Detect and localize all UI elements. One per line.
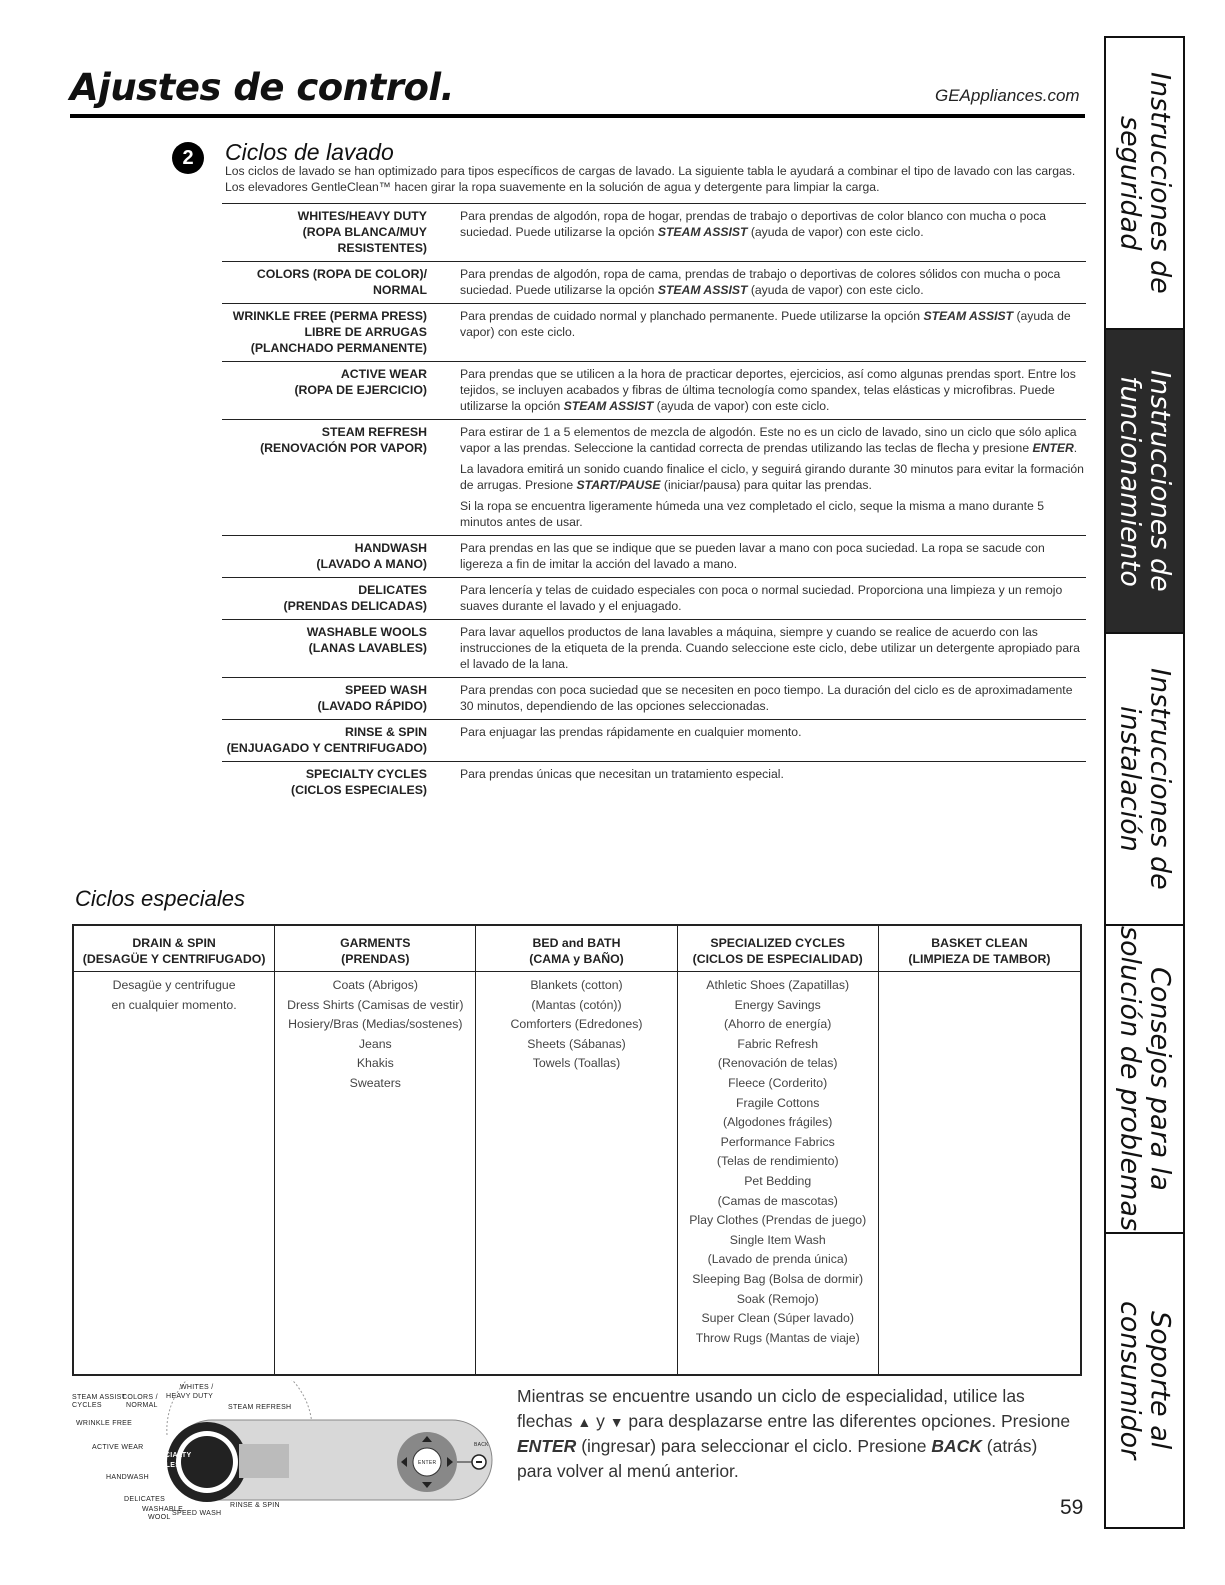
cycle-name: ACTIVE WEAR (ROPA DE EJERCICIO) — [294, 367, 427, 397]
special-cycles-title: Ciclos especiales — [75, 886, 245, 911]
cycle-row — [222, 419, 1086, 535]
cycle-description — [437, 624, 1086, 672]
dial-cycles-center-label: CYCLES — [150, 1462, 181, 1469]
side-tab-label: Consejos para la solución de problemas — [1114, 926, 1176, 1232]
section-title: Ciclos de lavado — [225, 139, 394, 165]
cycle-description-paragraph: Para prendas en las que se indique que se pueden lavar a mano con poca suciedad. La ropa se sacude con ligereza a fin de imitar la acción del lavado a mano. — [460, 541, 1045, 571]
dial-wool-label: WOOL — [148, 1514, 171, 1521]
special-cycles-table — [72, 924, 1082, 1376]
special-cycle-item: Khakis — [356, 1056, 394, 1071]
special-column-header: SPECIALIZED CYCLES (CICLOS DE ESPECIALIDAD) — [678, 926, 878, 972]
special-cycle-column — [476, 926, 677, 1374]
note-back-keyword: BACK — [931, 1436, 982, 1456]
special-cycle-item: Sweaters — [349, 1075, 401, 1090]
cycle-description — [437, 308, 1086, 356]
special-cycle-item: Super Clean (Súper lavado) — [701, 1311, 854, 1326]
special-cycle-item: Soak (Remojo) — [736, 1291, 819, 1306]
special-cycle-item: Comforters (Edredones) — [510, 1017, 643, 1032]
cycle-description-paragraph: Para prendas de cuidado normal y planchado permanente. Puede utilizarse la opción STEAM ASSIST (ayuda de vapor) con este ciclo. — [460, 309, 1071, 339]
enter-button-label: ENTER — [418, 1460, 437, 1466]
cycle-description-paragraph: Para lavar aquellos productos de lana lavables a máquina, siempre y cuando se realice de acuerdo con las instrucciones de la etiqueta de la prenda. Cuando seleccione este ciclo, debe utilizar un detergente apropiado para el lavado de la lana. — [460, 625, 1080, 671]
option-keyword: STEAM ASSIST — [657, 283, 748, 297]
option-keyword: START/PAUSE — [576, 478, 661, 492]
wash-cycles-table — [222, 203, 1086, 803]
side-tab[interactable] — [1106, 1234, 1183, 1527]
cycle-description-paragraph: Para prendas únicas que necesitan un tratamiento especial. — [460, 767, 784, 781]
cycle-description-paragraph: Para prendas que se utilicen a la hora de practicar deportes, ejercicios, así como algunas prendas sport. Entre los tejidos, se incluyen acabados y fibras de última tecnología como spandex, telas elásticas y microfibras. Puede utilizarse la opción STEAM ASSIST (ayuda de vapor) con este ciclo. — [460, 367, 1076, 413]
down-arrow-icon: ▼ — [609, 1413, 624, 1430]
cycle-description — [437, 582, 1086, 614]
special-cycle-item: (Camas de mascotas) — [717, 1193, 838, 1208]
cycle-row — [222, 577, 1086, 619]
special-column-header: BASKET CLEAN (LIMPIEZA DE TAMBOR) — [879, 926, 1080, 972]
cycle-name: WRINKLE FREE (PERMA PRESS) LIBRE DE ARRUGAS (PLANCHADO PERMANENTE) — [232, 309, 427, 355]
special-cycle-item: Athletic Shoes (Zapatillas) — [706, 978, 850, 992]
special-cycle-item: Blankets (cotton) — [530, 978, 623, 992]
dial-cycles-label: CYCLES — [72, 1402, 102, 1409]
special-cycle-item: Hosiery/Bras (Medias/sostenes) — [288, 1017, 463, 1032]
special-cycle-item: Dress Shirts (Camisas de vestir) — [287, 997, 464, 1012]
cycle-description-paragraph: Para prendas de algodón, ropa de cama, prendas de trabajo o deportivas de colores sólidos con mucha o poca suciedad. Puede utilizarse la opción STEAM ASSIST (ayuda de vapor) con este ciclo. — [460, 267, 1061, 297]
side-tab[interactable] — [1106, 330, 1183, 634]
special-cycle-item: Pet Bedding — [744, 1173, 812, 1188]
special-cycle-item: Play Clothes (Prendas de juego) — [689, 1213, 867, 1228]
side-tab[interactable] — [1106, 38, 1183, 330]
side-tab[interactable] — [1106, 634, 1183, 926]
side-tab-label: Instrucciones de instalación — [1114, 668, 1176, 890]
special-cycle-column — [275, 926, 476, 1374]
dial-steam-refresh-label: STEAM REFRESH — [228, 1404, 292, 1411]
cycle-row — [222, 303, 1086, 361]
cycle-description-paragraph: Para prendas de algodón, ropa de hogar, prendas de trabajo o deportivas de color blanco con mucha o poca suciedad. Puede utilizarse la opción STEAM ASSIST (ayuda de vapor) con este ciclo. — [460, 209, 1047, 239]
special-cycle-item: Towels (Toallas) — [532, 1056, 621, 1071]
special-cycle-item: (Telas de rendimiento) — [716, 1154, 839, 1169]
dial-rinse-spin-label: RINSE & SPIN — [230, 1502, 280, 1509]
note-text-3: (ingresar) para seleccionar el ciclo. Presione — [581, 1436, 927, 1456]
special-cycle-item: Coats (Abrigos) — [332, 978, 419, 992]
side-tab-label: Soporte al consumidor — [1114, 1301, 1176, 1460]
special-cycle-item: Throw Rugs (Mantas de viaje) — [695, 1330, 860, 1345]
special-column-items — [879, 972, 1080, 976]
cycle-name: RINSE & SPIN (ENJUAGADO Y CENTRIFUGADO) — [226, 725, 427, 755]
cycle-description — [437, 682, 1086, 714]
cycle-description — [437, 540, 1086, 572]
step-number-badge: 2 — [172, 142, 204, 174]
cycle-name: SPECIALTY CYCLES (CICLOS ESPECIALES) — [291, 767, 427, 797]
cycle-row — [222, 203, 1086, 261]
option-keyword: ENTER — [1032, 441, 1074, 455]
special-cycle-item: (Lavado de prenda única) — [707, 1252, 848, 1267]
dial-heavy-duty-label: HEAVY DUTY — [166, 1393, 214, 1400]
cycle-name: WASHABLE WOOLS (LANAS LAVABLES) — [306, 625, 427, 655]
cycle-description-paragraph: La lavadora emitirá un sonido cuando finalice el ciclo, y seguirá girando durante 30 minutos para evitar la formación de arrugas. Presione START/PAUSE (iniciar/pausa) para quitar las prendas. — [460, 462, 1084, 492]
special-cycle-item: Jeans — [358, 1036, 392, 1051]
dial-active-wear-label: ACTIVE WEAR — [92, 1444, 144, 1451]
cycle-description-paragraph: Para prendas con poca suciedad que se necesiten en poco tiempo. La duración del ciclo es de aproximadamente 30 minutos, dependiendo de las opciones seleccionadas. — [460, 683, 1073, 713]
cycle-name: COLORS (ROPA DE COLOR)/ NORMAL — [256, 267, 427, 297]
cycle-description — [437, 724, 1086, 756]
cycle-description-paragraph: Para lencería y telas de cuidado especiales con poca o normal suciedad. Proporciona una limpieza y un remojo suaves durante el lavado y el enjuagado. — [460, 583, 1063, 613]
cycle-row — [222, 535, 1086, 577]
special-column-items — [275, 972, 475, 1094]
dial-delicates-label: DELICATES — [124, 1496, 166, 1503]
special-column-header: GARMENTS (PRENDAS) — [275, 926, 475, 972]
dial-normal-label: NORMAL — [126, 1402, 158, 1409]
side-tab[interactable] — [1106, 926, 1183, 1234]
note-text-4: (atrás) para volver al menú anterior. — [517, 1436, 1038, 1481]
dial-handwash-label: HANDWASH — [106, 1474, 149, 1481]
special-cycle-item: Performance Fabrics — [720, 1134, 835, 1149]
special-cycle-item: (Ahorro de energía) — [724, 1017, 832, 1032]
dial-washable-label: WASHABLE — [142, 1506, 184, 1513]
special-column-items — [74, 972, 274, 1015]
special-cycle-item: (Renovación de telas) — [717, 1056, 838, 1071]
cycle-row — [222, 619, 1086, 677]
cycle-description — [437, 766, 1086, 798]
special-cycle-column — [879, 926, 1080, 1374]
option-keyword: STEAM ASSIST — [657, 225, 748, 239]
cycle-name: WHITES/HEAVY DUTY (ROPA BLANCA/MUY RESISTENTES) — [297, 209, 427, 255]
special-cycle-item: Energy Savings — [734, 997, 821, 1012]
special-cycle-item: Single Item Wash — [729, 1232, 826, 1247]
dial-speed-wash-label: SPEED WASH — [172, 1510, 222, 1517]
cycle-description-paragraph: Para enjuagar las prendas rápidamente en cualquier momento. — [460, 725, 802, 739]
special-cycle-column — [678, 926, 879, 1374]
special-cycle-column — [74, 926, 275, 1374]
dial-wrinkle-free-label: WRINKLE FREE — [76, 1420, 133, 1427]
cycle-row — [222, 719, 1086, 761]
up-arrow-icon: ▲ — [577, 1413, 592, 1430]
section-tabs-sidebar — [1104, 36, 1185, 1529]
cycle-name: HANDWASH (LAVADO A MANO) — [316, 541, 427, 571]
side-tab-label: Instrucciones de funcionamiento — [1114, 370, 1176, 592]
note-text-2: para desplazarse entre las diferentes opciones. Presione — [628, 1410, 1071, 1431]
dial-steam-assist-label: STEAM ASSIST — [72, 1394, 127, 1401]
special-cycle-item: (Algodones frágiles) — [723, 1115, 833, 1130]
special-cycle-item: Sleeping Bag (Bolsa de dormir) — [692, 1271, 864, 1286]
special-cycle-item: Sheets (Sábanas) — [527, 1036, 626, 1051]
cycle-name: SPEED WASH (LAVADO RÁPIDO) — [317, 683, 427, 713]
dial-specialty-label: SPECIALTY — [150, 1452, 192, 1459]
note-text-y: y — [596, 1410, 605, 1431]
cycle-description — [437, 208, 1086, 256]
special-cycle-item: Desagüe y centrifugue en cualquier momento. — [111, 978, 237, 1012]
cycle-description — [437, 366, 1086, 414]
special-cycle-item: (Mantas (cotón)) — [531, 997, 622, 1012]
dial-colors-label: COLORS / — [122, 1394, 158, 1401]
specialty-cycle-note — [517, 1384, 1077, 1483]
intro-paragraph: Los ciclos de lavado se han optimizado para tipos específicos de cargas de lavado. La siguiente tabla le ayudará a combinar el tipo de lavado con las cargas. Los elevadores GentleClean™ hacen girar la ropa suavemente en la solución de agua y detergente para limpiar la carga. — [225, 164, 1076, 194]
special-column-items — [678, 972, 878, 1348]
cycle-name: DELICATES (PRENDAS DELICADAS) — [283, 583, 427, 613]
special-cycle-item: Fleece (Corderito) — [728, 1075, 828, 1090]
control-dial-illustration — [72, 1380, 502, 1520]
special-column-header: DRAIN & SPIN (DESAGÜE Y CENTRIFUGADO) — [74, 926, 274, 972]
cycle-description-paragraph: Para estirar de 1 a 5 elementos de mezcla de algodón. Este no es un ciclo de lavado, sino un ciclo que sólo aplica vapor a las prendas. Seleccione la cantidad correcta de prendas utilizando las teclas de flecha y presione ENTER. — [460, 425, 1078, 455]
option-keyword: STEAM ASSIST — [923, 309, 1014, 323]
option-keyword: STEAM ASSIST — [563, 399, 654, 413]
back-button-label: BACK — [474, 1442, 489, 1448]
cycle-row — [222, 761, 1086, 803]
dial-whites-label: WHITES / — [180, 1384, 214, 1391]
special-column-header: BED and BATH (CAMA y BAÑO) — [476, 926, 676, 972]
cycle-description — [437, 266, 1086, 298]
page-number: 59 — [1060, 1496, 1084, 1519]
special-cycle-item: Fabric Refresh — [737, 1036, 819, 1051]
side-tab-label: Instrucciones de seguridad — [1114, 72, 1176, 294]
note-enter-keyword: ENTER — [517, 1436, 577, 1456]
site-url: GEAppliances.com — [935, 86, 1080, 105]
cycle-row — [222, 677, 1086, 719]
cycle-name: STEAM REFRESH (RENOVACIÓN POR VAPOR) — [260, 425, 427, 455]
special-cycle-item: Fragile Cottons — [736, 1095, 820, 1110]
cycle-description — [437, 424, 1086, 530]
page-title: Ajustes de control. — [70, 66, 455, 109]
cycle-description-paragraph: Si la ropa se encuentra ligeramente húmeda una vez completado el ciclo, seque la misma a mano durante 5 minutos antes de usar. — [460, 499, 1044, 529]
title-rule — [70, 114, 1085, 118]
cycle-row — [222, 361, 1086, 419]
special-column-items — [476, 972, 676, 1074]
cycle-row — [222, 261, 1086, 303]
note-text-1: Mientras se encuentre usando un ciclo de especialidad, utilice las flechas — [517, 1386, 1025, 1431]
